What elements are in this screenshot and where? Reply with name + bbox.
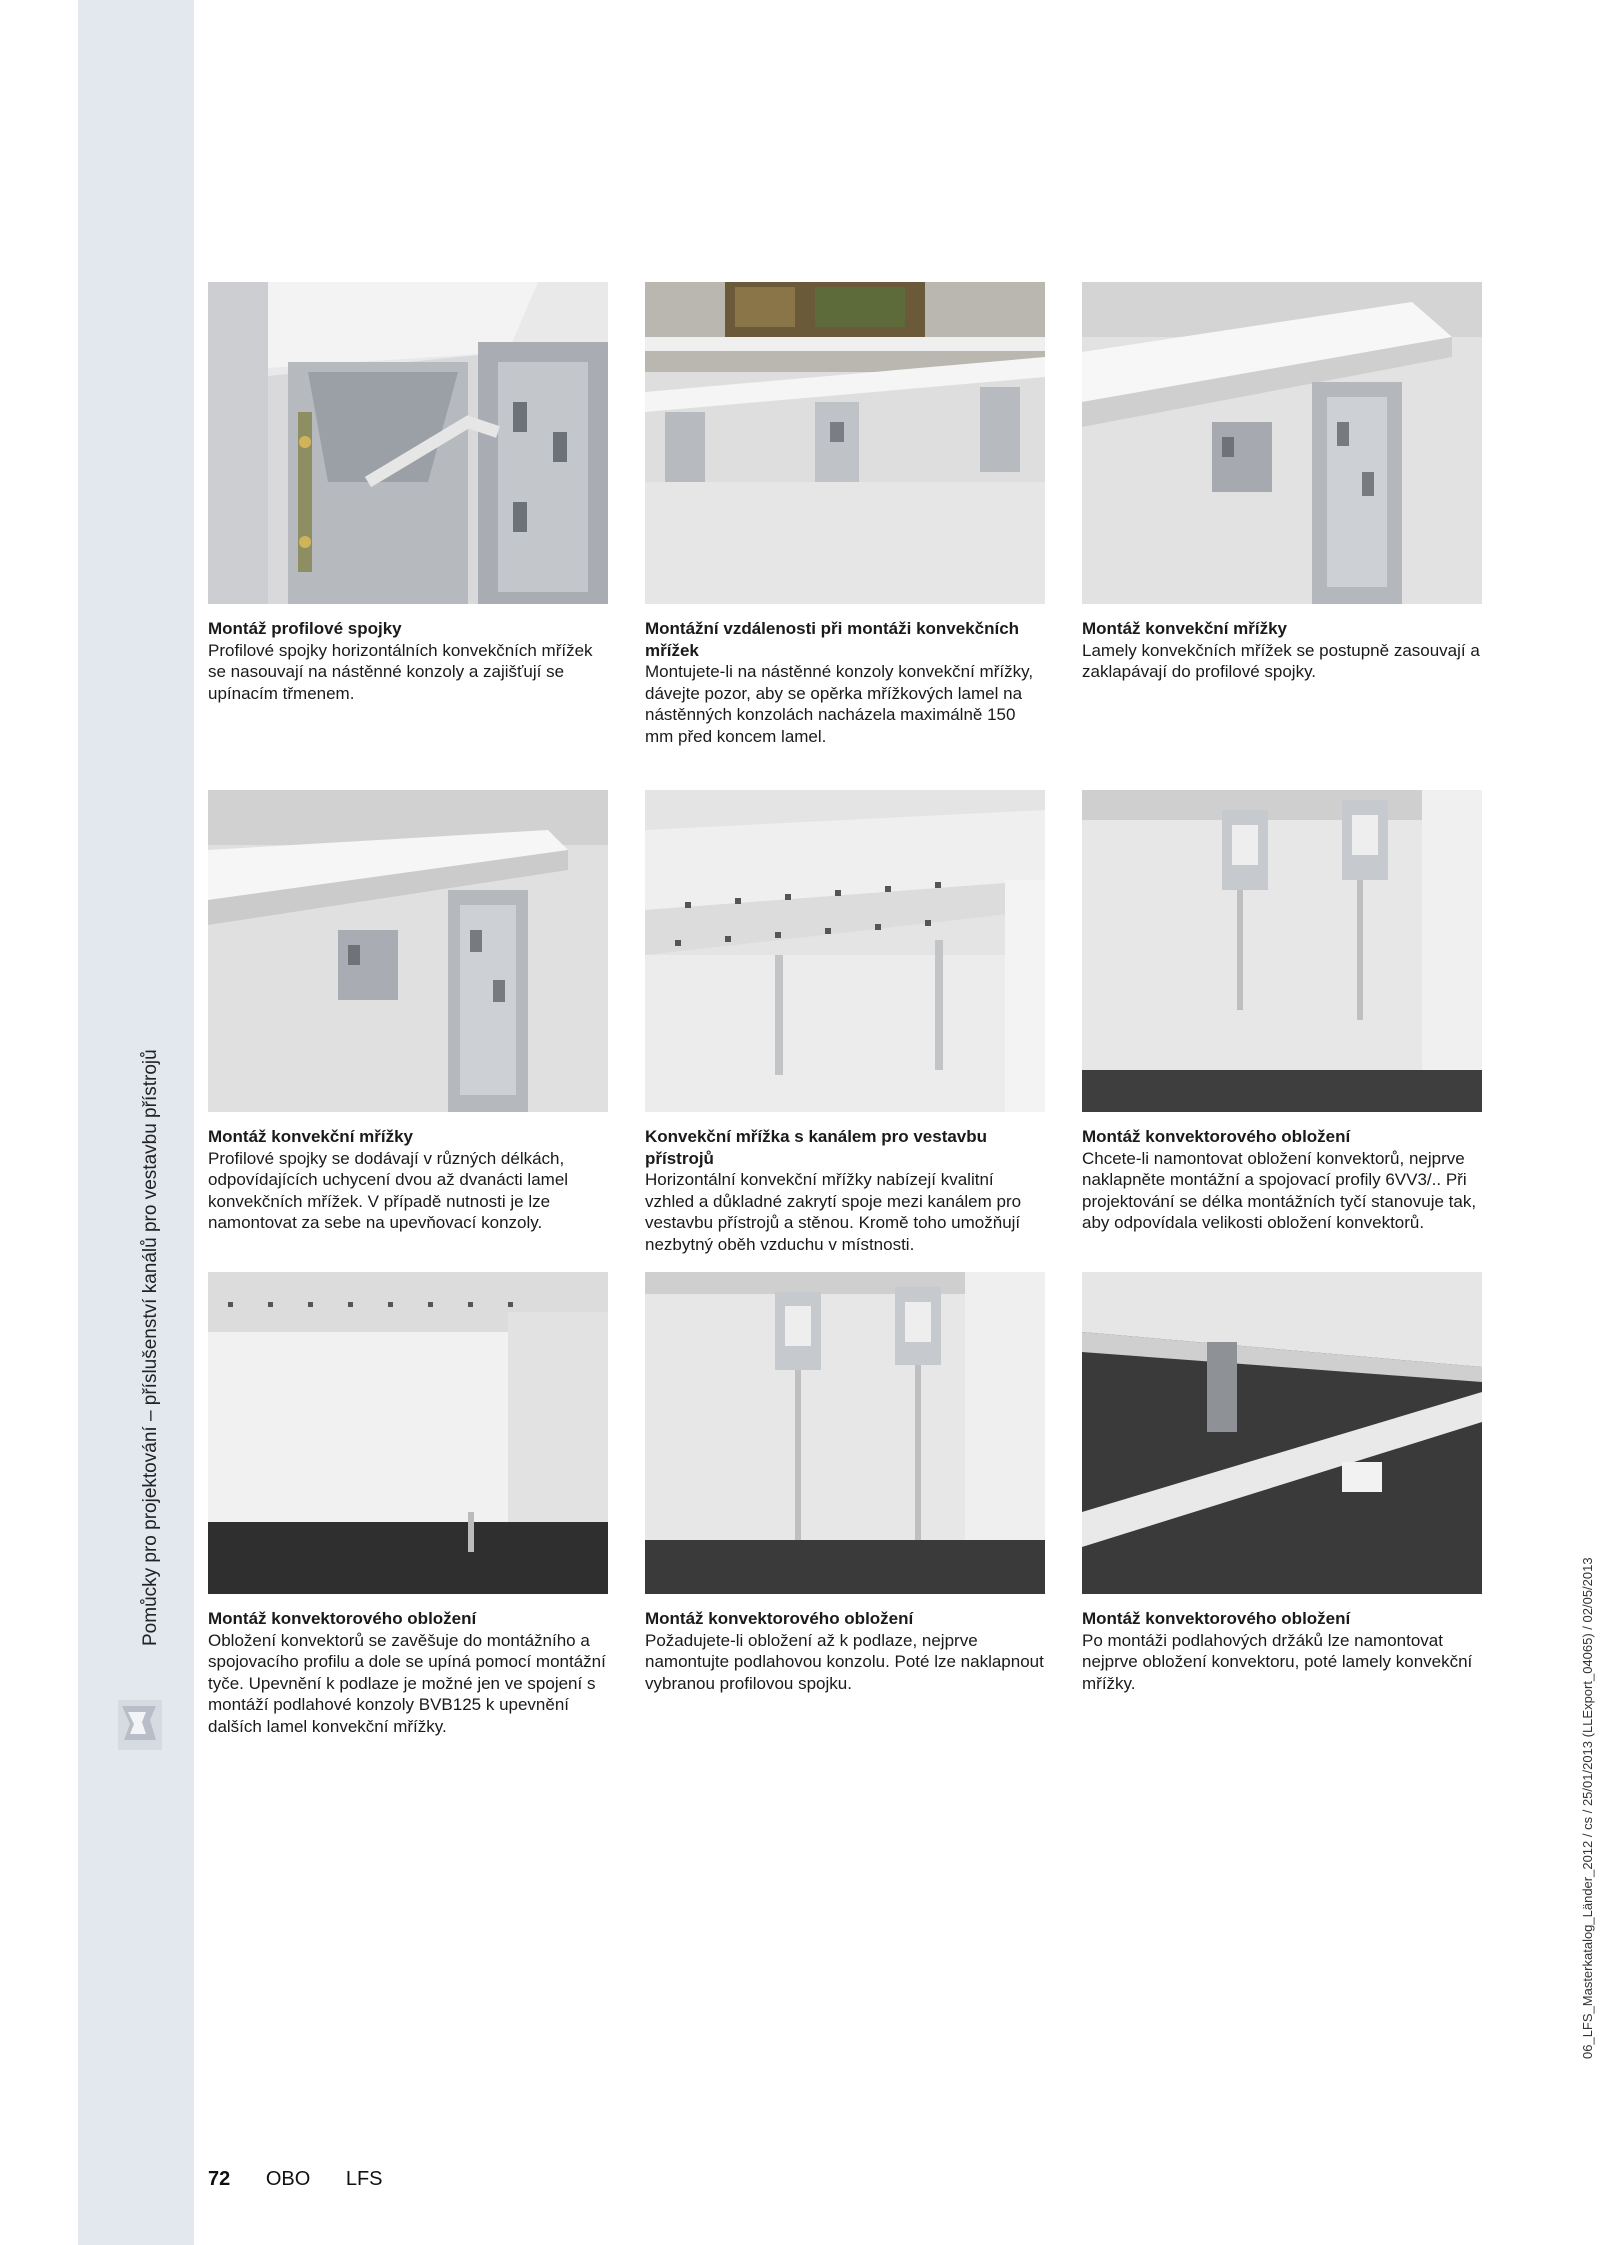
photo-grille-mounting-brackets: [208, 790, 608, 1112]
footer-series: LFS: [345, 2168, 383, 2190]
figure-3: [1082, 282, 1482, 683]
page-footer: [208, 2168, 413, 2191]
photo-grille-mounting: [1082, 282, 1482, 604]
caption-heading: Montáž konvektorového obložení: [208, 1609, 477, 1628]
figure-2: [645, 282, 1045, 747]
caption-heading: Montáž profilové spojky: [208, 619, 402, 638]
caption-text: Profilové spojky se dodávají v různých délkách, odpovídajících uchycení dvou až dvanácti lamel konvekčních mřížek. V případě nutnosti je lze namontovat za sebe na upevňovací konzoly.: [208, 1148, 569, 1232]
caption-heading: Montáž konvektorového obložení: [1082, 1609, 1351, 1628]
print-meta: 06_LFS_Masterkatalog_Länder_2012 / cs / 25/01/2013 (LLExport_04065) / 02/05/2013: [1580, 1557, 1595, 2059]
caption-text: Po montáži podlahových držáků lze namontovat nejprve obložení konvektoru, poté lamely konvekční mřížky.: [1082, 1630, 1473, 1693]
figure-4: [208, 790, 608, 1234]
caption-text: Chcete-li namontovat obložení konvektorů, nejprve naklapněte montážní a spojovací profily 6VV3/.. Při projektování se délka montážních tyčí stanovuje tak, aby odpovídala velikosti obložení konvektorů.: [1082, 1148, 1477, 1232]
figure-7: [208, 1272, 608, 1737]
footer-brand: OBO: [265, 2168, 311, 2190]
figure-1: [208, 282, 608, 704]
photo-floor-holders: [1082, 1272, 1482, 1594]
photo-mounting-distances: [645, 282, 1045, 604]
sidebar-band: [78, 0, 194, 2245]
caption-heading: Montáž konvektorového obložení: [645, 1609, 914, 1628]
sidebar-title: Pomůcky pro projektování – příslušenství kanálů pro vestavbu přístrojů: [140, 1049, 161, 1646]
caption-text: Obložení konvektorů se zavěšuje do montážního a spojovacího profilu a dole se upíná pomocí montážní tyče. Upevnění k podlaze je možné jen ve spojení s montáží podlahové konzoly BVB125 k upevnění dalších lamel konvekční mřížky.: [208, 1630, 606, 1736]
caption-text: Lamely konvekčních mřížek se postupně zasouvají a zaklapávají do profilové spojky.: [1082, 640, 1480, 681]
photo-floor-bracket: [645, 1272, 1045, 1594]
caption-text: Montujete-li na nástěnné konzoly konvekční mřížky, dávejte pozor, aby se opěrka mřížkových lamel na nástěnných konzolách nacházela maximálně 150 mm před koncem lamel.: [645, 662, 1034, 746]
caption-heading: Montáž konvekční mřížky: [1082, 619, 1288, 638]
figure-5: [645, 790, 1045, 1255]
caption-heading: Montážní vzdálenosti při montáži konvekčních mřížek: [645, 619, 1020, 660]
photo-grille-with-trunking: [645, 790, 1045, 1112]
figure-9: [1082, 1272, 1482, 1694]
caption-heading: Montáž konvekční mřížky: [208, 1127, 414, 1146]
figure-8: [645, 1272, 1045, 1694]
photo-cladding-hanging: [208, 1272, 608, 1594]
caption-heading: Konvekční mřížka s kanálem pro vestavbu přístrojů: [645, 1127, 988, 1168]
caption-text: Požadujete-li obložení až k podlaze, nejprve namontujte podlahovou konzolu. Poté lze naklapnout vybranou profilovou spojku.: [645, 1630, 1044, 1693]
photo-profile-coupling: [208, 282, 608, 604]
caption-heading: Montáž konvektorového obložení: [1082, 1127, 1351, 1146]
photo-cladding-profiles: [1082, 790, 1482, 1112]
caption-text: Profilové spojky horizontálních konvekčních mřížek se nasouvají na nástěnné konzoly a zajišťují se upínacím třmenem.: [208, 640, 593, 703]
caption-text: Horizontální konvekční mřížky nabízejí kvalitní vzhled a důkladné zakrytí spoje mezi kanálem pro vestavbu přístrojů a stěnou. Kromě toho umožňují nezbytný oběh vzduchu v místnosti.: [645, 1170, 1022, 1254]
sidebar-logo: [116, 1696, 164, 1754]
figure-6: [1082, 790, 1482, 1234]
page-number: 72: [208, 2168, 231, 2190]
